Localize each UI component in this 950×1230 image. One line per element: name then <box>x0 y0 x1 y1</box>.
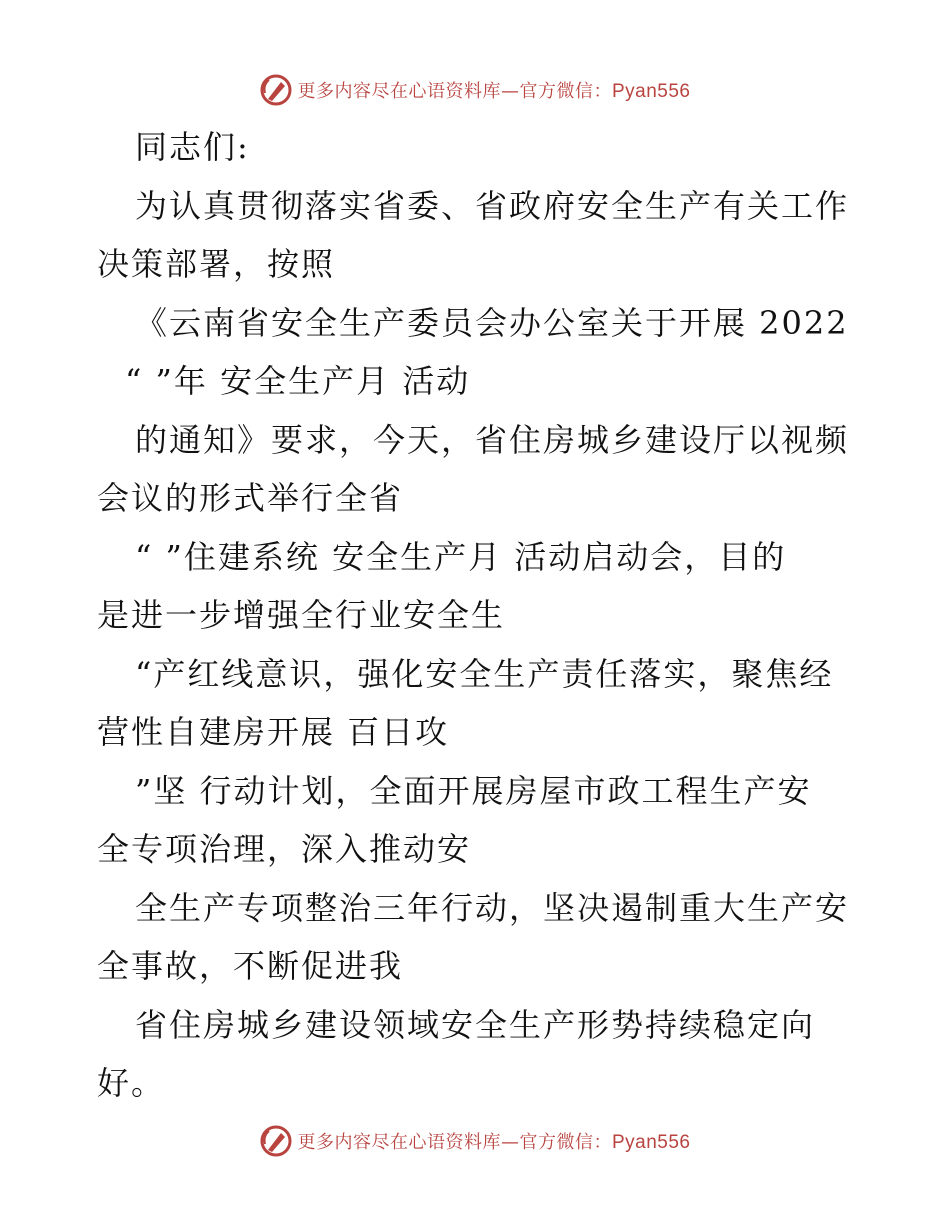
watermark-main-text: 更多内容尽在心语资料库 <box>297 81 501 102</box>
salutation: 同志们: <box>135 128 250 166</box>
watermark-separator: — <box>500 81 520 102</box>
paragraph-line: 全专项治理，深入推动安 <box>97 830 472 868</box>
pen-nib-seal-icon <box>259 73 293 107</box>
watermark-text <box>297 1128 690 1154</box>
paragraph-line: 《云南省安全生产委员会办公室关于开展 2022 <box>135 303 849 342</box>
paragraph-line: 营性自建房开展 百日攻 <box>97 713 450 751</box>
watermark-main-text: 更多内容尽在心语资料库 <box>297 1132 501 1153</box>
paragraph-line: ”坚 行动计划，全面开展房屋市政工程生产安 <box>135 771 812 810</box>
paragraph-line: 会议的形式举行全省 <box>97 479 404 517</box>
paragraph-line: 全事故，不断促进我 <box>97 947 404 985</box>
paragraph-line: “ ”住建系统 安全生产月 活动启动会，目的 <box>135 537 787 576</box>
pen-nib-seal-icon <box>259 1124 293 1158</box>
document-body <box>97 118 867 1113</box>
watermark-separator: — <box>500 1132 520 1153</box>
paragraph-line: “产红线意识，强化安全生产责任落实，聚焦经 <box>135 654 834 693</box>
watermark-label: 官方微信： <box>519 1132 612 1153</box>
paragraph-line: “ ”年 安全生产月 活动 <box>125 362 471 400</box>
paragraph-line: 全生产专项整治三年行动，坚决遏制重大生产安 <box>135 888 850 927</box>
paragraph-line: 省住房城乡建设领域安全生产形势持续稳定向 <box>135 1005 816 1044</box>
paragraph-line: 的通知》要求，今天，省住房城乡建设厅以视频 <box>135 420 850 459</box>
header-watermark <box>0 70 950 110</box>
watermark-text <box>297 77 690 103</box>
paragraph-line: 好。 <box>97 1064 166 1102</box>
footer-watermark <box>0 1121 950 1161</box>
watermark-id: Pyan556 <box>611 81 691 102</box>
paragraph-line: 是进一步增强全行业安全生 <box>97 596 506 634</box>
watermark-label: 官方微信： <box>519 81 612 102</box>
paragraph-line: 为认真贯彻落实省委、省政府安全生产有关工作 <box>135 186 850 225</box>
paragraph-line: 决策部署，按照 <box>97 245 336 283</box>
watermark-id: Pyan556 <box>611 1132 691 1153</box>
